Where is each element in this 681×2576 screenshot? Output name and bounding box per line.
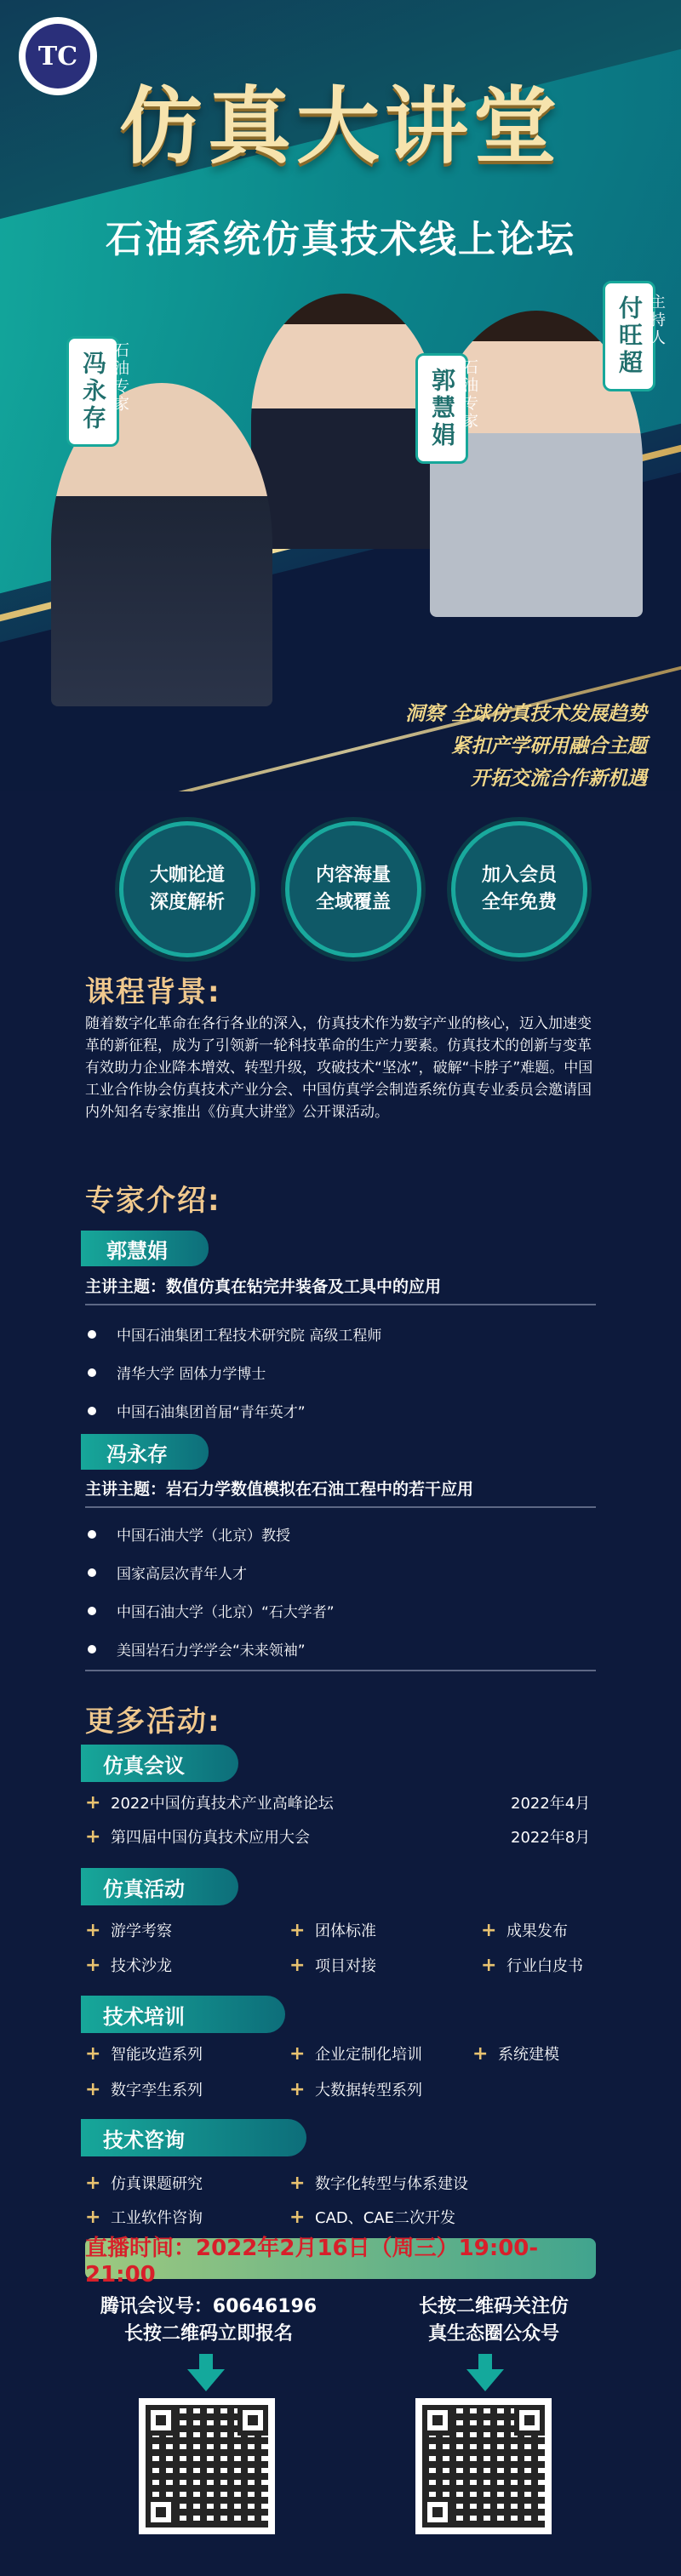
plus-icon: + xyxy=(85,2042,101,2065)
plus-icon: + xyxy=(481,1919,497,1941)
speaker-role-feng: 石油专家 xyxy=(112,342,129,414)
plus-icon: + xyxy=(85,1791,101,1813)
event-item xyxy=(289,1954,376,1976)
bullet-dot xyxy=(88,1645,96,1654)
training-text: 系统建模 xyxy=(498,2046,559,2064)
plus-icon: + xyxy=(289,2206,306,2228)
expert-name-tab: 郭慧娟 xyxy=(81,1231,209,1266)
live-time-banner: 直播时间：2022年2月16日（周三）19:00-21:00 xyxy=(85,2238,596,2279)
plus-icon: + xyxy=(85,2172,101,2194)
expert-credential xyxy=(88,1523,290,1545)
plus-icon: + xyxy=(85,1825,101,1848)
plus-icon: + xyxy=(481,1954,497,1976)
conference-item xyxy=(85,1791,334,1813)
consulting-item xyxy=(85,2172,203,2194)
register-info-left xyxy=(81,2293,336,2348)
qr-finder xyxy=(237,2405,268,2436)
consulting-text: 数字化转型与体系建设 xyxy=(315,2175,468,2193)
feature-line: 大咖论道 xyxy=(149,865,225,886)
plus-icon: + xyxy=(289,2042,306,2065)
expert-credential xyxy=(88,1323,381,1345)
plus-icon: + xyxy=(289,1954,306,1976)
activity-tab-training: 技术培训 xyxy=(81,1996,285,2033)
speaker-tag-guo: 郭慧娟 xyxy=(415,353,468,464)
divider xyxy=(85,1506,596,1508)
consulting-text: CAD、CAE二次开发 xyxy=(315,2209,455,2227)
event-text: 项目对接 xyxy=(315,1957,376,1975)
event-item xyxy=(481,1919,568,1941)
down-arrow-icon xyxy=(466,2354,504,2391)
credential-text: 美国岩石力学学会“未来领袖” xyxy=(117,1642,306,1659)
taglines xyxy=(405,698,647,791)
activity-tab-events: 仿真活动 xyxy=(81,1868,238,1905)
meeting-number: 腾讯会议号：60646196 xyxy=(100,2296,318,2317)
feature-line: 加入会员 xyxy=(481,865,557,886)
plus-icon: + xyxy=(85,1919,101,1941)
training-text: 数字孪生系列 xyxy=(111,2082,203,2099)
feature-circle xyxy=(119,821,255,957)
qr-code-register[interactable] xyxy=(139,2398,275,2534)
speaker-role-guo: 石油专家 xyxy=(461,359,478,431)
expert-topic: 主讲主题：数值仿真在钻完井装备及工具中的应用 xyxy=(85,1277,442,1296)
event-text: 游学考察 xyxy=(111,1922,172,1940)
expert-topic: 主讲主题：岩石力学数值模拟在石油工程中的若干应用 xyxy=(85,1480,474,1499)
qr-finder xyxy=(514,2405,545,2436)
bullet-dot xyxy=(88,1368,96,1377)
consulting-text: 工业软件咨询 xyxy=(111,2209,203,2227)
expert-name-tab: 冯永存 xyxy=(81,1434,209,1470)
feature-circle xyxy=(451,821,587,957)
consulting-text: 仿真课题研究 xyxy=(111,2175,203,2193)
event-text: 成果发布 xyxy=(506,1922,568,1940)
activity-tab-conference: 仿真会议 xyxy=(81,1745,238,1782)
event-item xyxy=(85,1954,172,1976)
qr-code-follow[interactable] xyxy=(415,2398,552,2534)
training-item xyxy=(85,2042,203,2065)
conference-item xyxy=(85,1825,310,1848)
speaker-role-fu: 主持人 xyxy=(648,294,666,347)
conference-name: 2022中国仿真技术产业高峰论坛 xyxy=(111,1795,334,1813)
bullet-dot xyxy=(88,1607,96,1615)
expert-credential xyxy=(88,1562,247,1583)
feature-line: 全年免费 xyxy=(481,892,557,913)
credential-text: 国家高层次青年人才 xyxy=(117,1566,247,1583)
credential-text: 中国石油大学（北京）“石大学者” xyxy=(117,1604,335,1621)
plus-icon: + xyxy=(289,1919,306,1941)
credential-text: 清华大学 固体力学博士 xyxy=(117,1366,266,1383)
consulting-item xyxy=(85,2206,203,2228)
speaker-photo-guo xyxy=(251,294,438,549)
training-item xyxy=(85,2078,203,2100)
qr-finder xyxy=(422,2497,453,2527)
training-item xyxy=(289,2078,422,2100)
tagline: 紧扣产学研用融合主题 xyxy=(451,735,647,757)
register-info-right xyxy=(366,2293,621,2348)
bullet-dot xyxy=(88,1407,96,1415)
training-text: 大数据转型系列 xyxy=(315,2082,422,2099)
plus-icon: + xyxy=(85,2206,101,2228)
bullet-dot xyxy=(88,1568,96,1577)
hero-banner xyxy=(0,0,681,791)
credential-text: 中国石油集团首届“青年英才” xyxy=(117,1404,306,1421)
tagline: 开拓交流合作新机遇 xyxy=(471,768,647,790)
bullet-dot xyxy=(88,1330,96,1339)
qr-finder xyxy=(146,2405,176,2436)
plus-icon: + xyxy=(85,1954,101,1976)
conference-name: 第四届中国仿真技术应用大会 xyxy=(111,1829,310,1847)
plus-icon: + xyxy=(85,2078,101,2100)
event-item xyxy=(481,1954,583,1976)
consulting-item xyxy=(289,2172,468,2194)
speaker-tag-fu: 付旺超 xyxy=(603,281,655,391)
qr-pattern xyxy=(422,2405,545,2527)
credential-text: 中国石油大学（北京）教授 xyxy=(117,1528,290,1545)
consulting-item xyxy=(289,2206,455,2228)
plus-icon: + xyxy=(289,2172,306,2194)
bullet-dot xyxy=(88,1530,96,1539)
section-title-activities: 更多活动: xyxy=(85,1705,221,1739)
section-title-experts: 专家介绍: xyxy=(85,1184,221,1218)
qr-pattern xyxy=(146,2405,268,2527)
follow-hint: 真生态圈公众号 xyxy=(427,2323,559,2345)
plus-icon: + xyxy=(472,2042,489,2065)
conference-date: 2022年4月 xyxy=(511,1795,591,1813)
main-title: 仿真大讲堂 xyxy=(118,77,562,175)
qr-finder xyxy=(146,2497,176,2527)
event-text: 行业白皮书 xyxy=(506,1957,583,1975)
credential-text: 中国石油集团工程技术研究院 高级工程师 xyxy=(117,1328,382,1345)
divider xyxy=(85,1670,596,1671)
follow-hint: 长按二维码关注仿 xyxy=(418,2296,569,2317)
background-text: 随着数字化革命在各行各业的深入，仿真技术作为数字产业的核心，迈入加速变革的新征程，成为了引领新一轮科技革命的生产力要素。仿真技术的创新与变革有效助力企业降本增效、转型升级，攻破技术“坚冰”，破解“卡脖子”难题。中国工业合作协会仿真技术产业分会、中国仿真学会制造系统仿真专业委员会邀请国内外知名专家推出《仿真大讲堂》公开课活动。 xyxy=(85,1015,593,1121)
expert-credential xyxy=(88,1600,335,1621)
sub-title: 石油系统仿真技术线上论坛 xyxy=(106,218,575,261)
event-item xyxy=(289,1919,376,1941)
logo-mark: TC xyxy=(26,24,90,89)
register-hint: 长按二维码立即报名 xyxy=(123,2323,293,2345)
qr-finder xyxy=(422,2405,453,2436)
down-arrow-icon xyxy=(187,2354,225,2391)
expert-credential xyxy=(88,1638,306,1659)
expert-credential xyxy=(88,1400,306,1421)
event-item xyxy=(85,1919,172,1941)
conference-date: 2022年8月 xyxy=(511,1829,591,1847)
section-title-background: 课程背景: xyxy=(85,975,221,1009)
event-text: 团体标准 xyxy=(315,1922,376,1940)
event-text: 技术沙龙 xyxy=(111,1957,172,1975)
feature-circle xyxy=(285,821,421,957)
expert-credential xyxy=(88,1362,266,1383)
feature-line: 内容海量 xyxy=(315,865,391,886)
divider xyxy=(85,1304,596,1305)
tagline: 洞察 全球仿真技术发展趋势 xyxy=(404,703,647,725)
feature-line: 深度解析 xyxy=(149,892,225,913)
training-text: 智能改造系列 xyxy=(111,2046,203,2064)
training-item xyxy=(289,2042,422,2065)
plus-icon: + xyxy=(289,2078,306,2100)
feature-line: 全域覆盖 xyxy=(315,892,391,913)
speaker-tag-feng: 冯永存 xyxy=(66,336,119,447)
training-item xyxy=(472,2042,559,2065)
activity-tab-consulting: 技术咨询 xyxy=(81,2119,306,2156)
training-text: 企业定制化培训 xyxy=(315,2046,422,2064)
